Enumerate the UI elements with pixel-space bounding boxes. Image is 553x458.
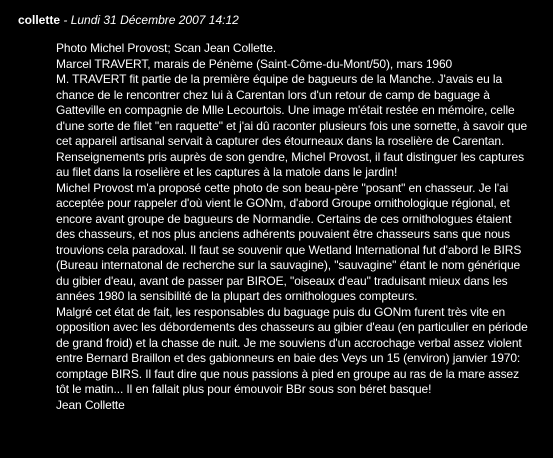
comment-author: collette <box>18 13 61 27</box>
photo-caption: Marcel TRAVERT, marais de Pénème (Saint-Côme-du-Mont/50), mars 1960 <box>56 56 453 71</box>
comment-paragraph: Michel Provost m'a proposé cette photo de son beau-père "posant" en chasseur. Je l'ai acceptée pour rappeler d'où vient le GONm, d'abord Groupe ornithologique régional, et encore avant groupe de bagueurs de Normandie. Certains de ces ornithologues étaient des chasseurs, et nos plus anciens adhérents pouvaient être chasseurs sans que nous trouvions cela paradoxal. Il faut se souvenir que Wetland International fut d'abord le BIRS (Bureau internatonal de recherche sur la sauvagine), "sauvagine" étant le nom générique du gibier d'eau, avant de passer par BIROE, "oiseaux d'eau" traduisant mieux dans les années 1980 la sensibilité de la plupart des ornithologues compteurs. <box>56 180 522 303</box>
comment-header <box>18 13 239 28</box>
photo-credit: Photo Michel Provost; Scan Jean Collette. <box>56 41 277 55</box>
header-separator: - <box>60 13 71 27</box>
comment-body <box>56 41 532 413</box>
comment-timestamp: Lundi 31 Décembre 2007 14:12 <box>70 13 239 27</box>
comment-paragraph: Malgré cet état de fait, les responsables du baguage puis du GONm furent très vite en opposition avec les débordements des chasseurs au gibier d'eau (en particulier en période de grand froid) et la chasse de nuit. Je me souviens d'un accrochage verbal assez violent entre Bernard Braillon et des gabionneurs en baie des Veys un 15 (environ) janvier 1970: comptage BIRS. Il faut dire que nous passions à pied en groupe au ras de la mare assez tôt le matin... Il en fallait plus pour émouvoir BBr sous son béret basque! <box>56 304 528 396</box>
comment-paragraph: M. TRAVERT fit partie de la première équipe de bagueurs de la Manche. J'avais eu la chance de le rencontrer chez lui à Carentan lors d'un retour de camp de baguage à Gatteville en compagnie de Mlle Lecourtois. Une image m'était restée en mémoire, celle d'une sorte de filet "en raquette" et j'ai dû raconter plusieurs fois une sornette, à savoir que cet appareil artisanal servait à capturer des étourneaux dans la roselière de Carentan. Renseignements pris auprès de son gendre, Michel Provost, il faut distinguer les captures au filet dans la roselière et les captures à la matole dans le jardin! <box>56 72 528 179</box>
comment-signature: Jean Collette <box>56 397 125 412</box>
